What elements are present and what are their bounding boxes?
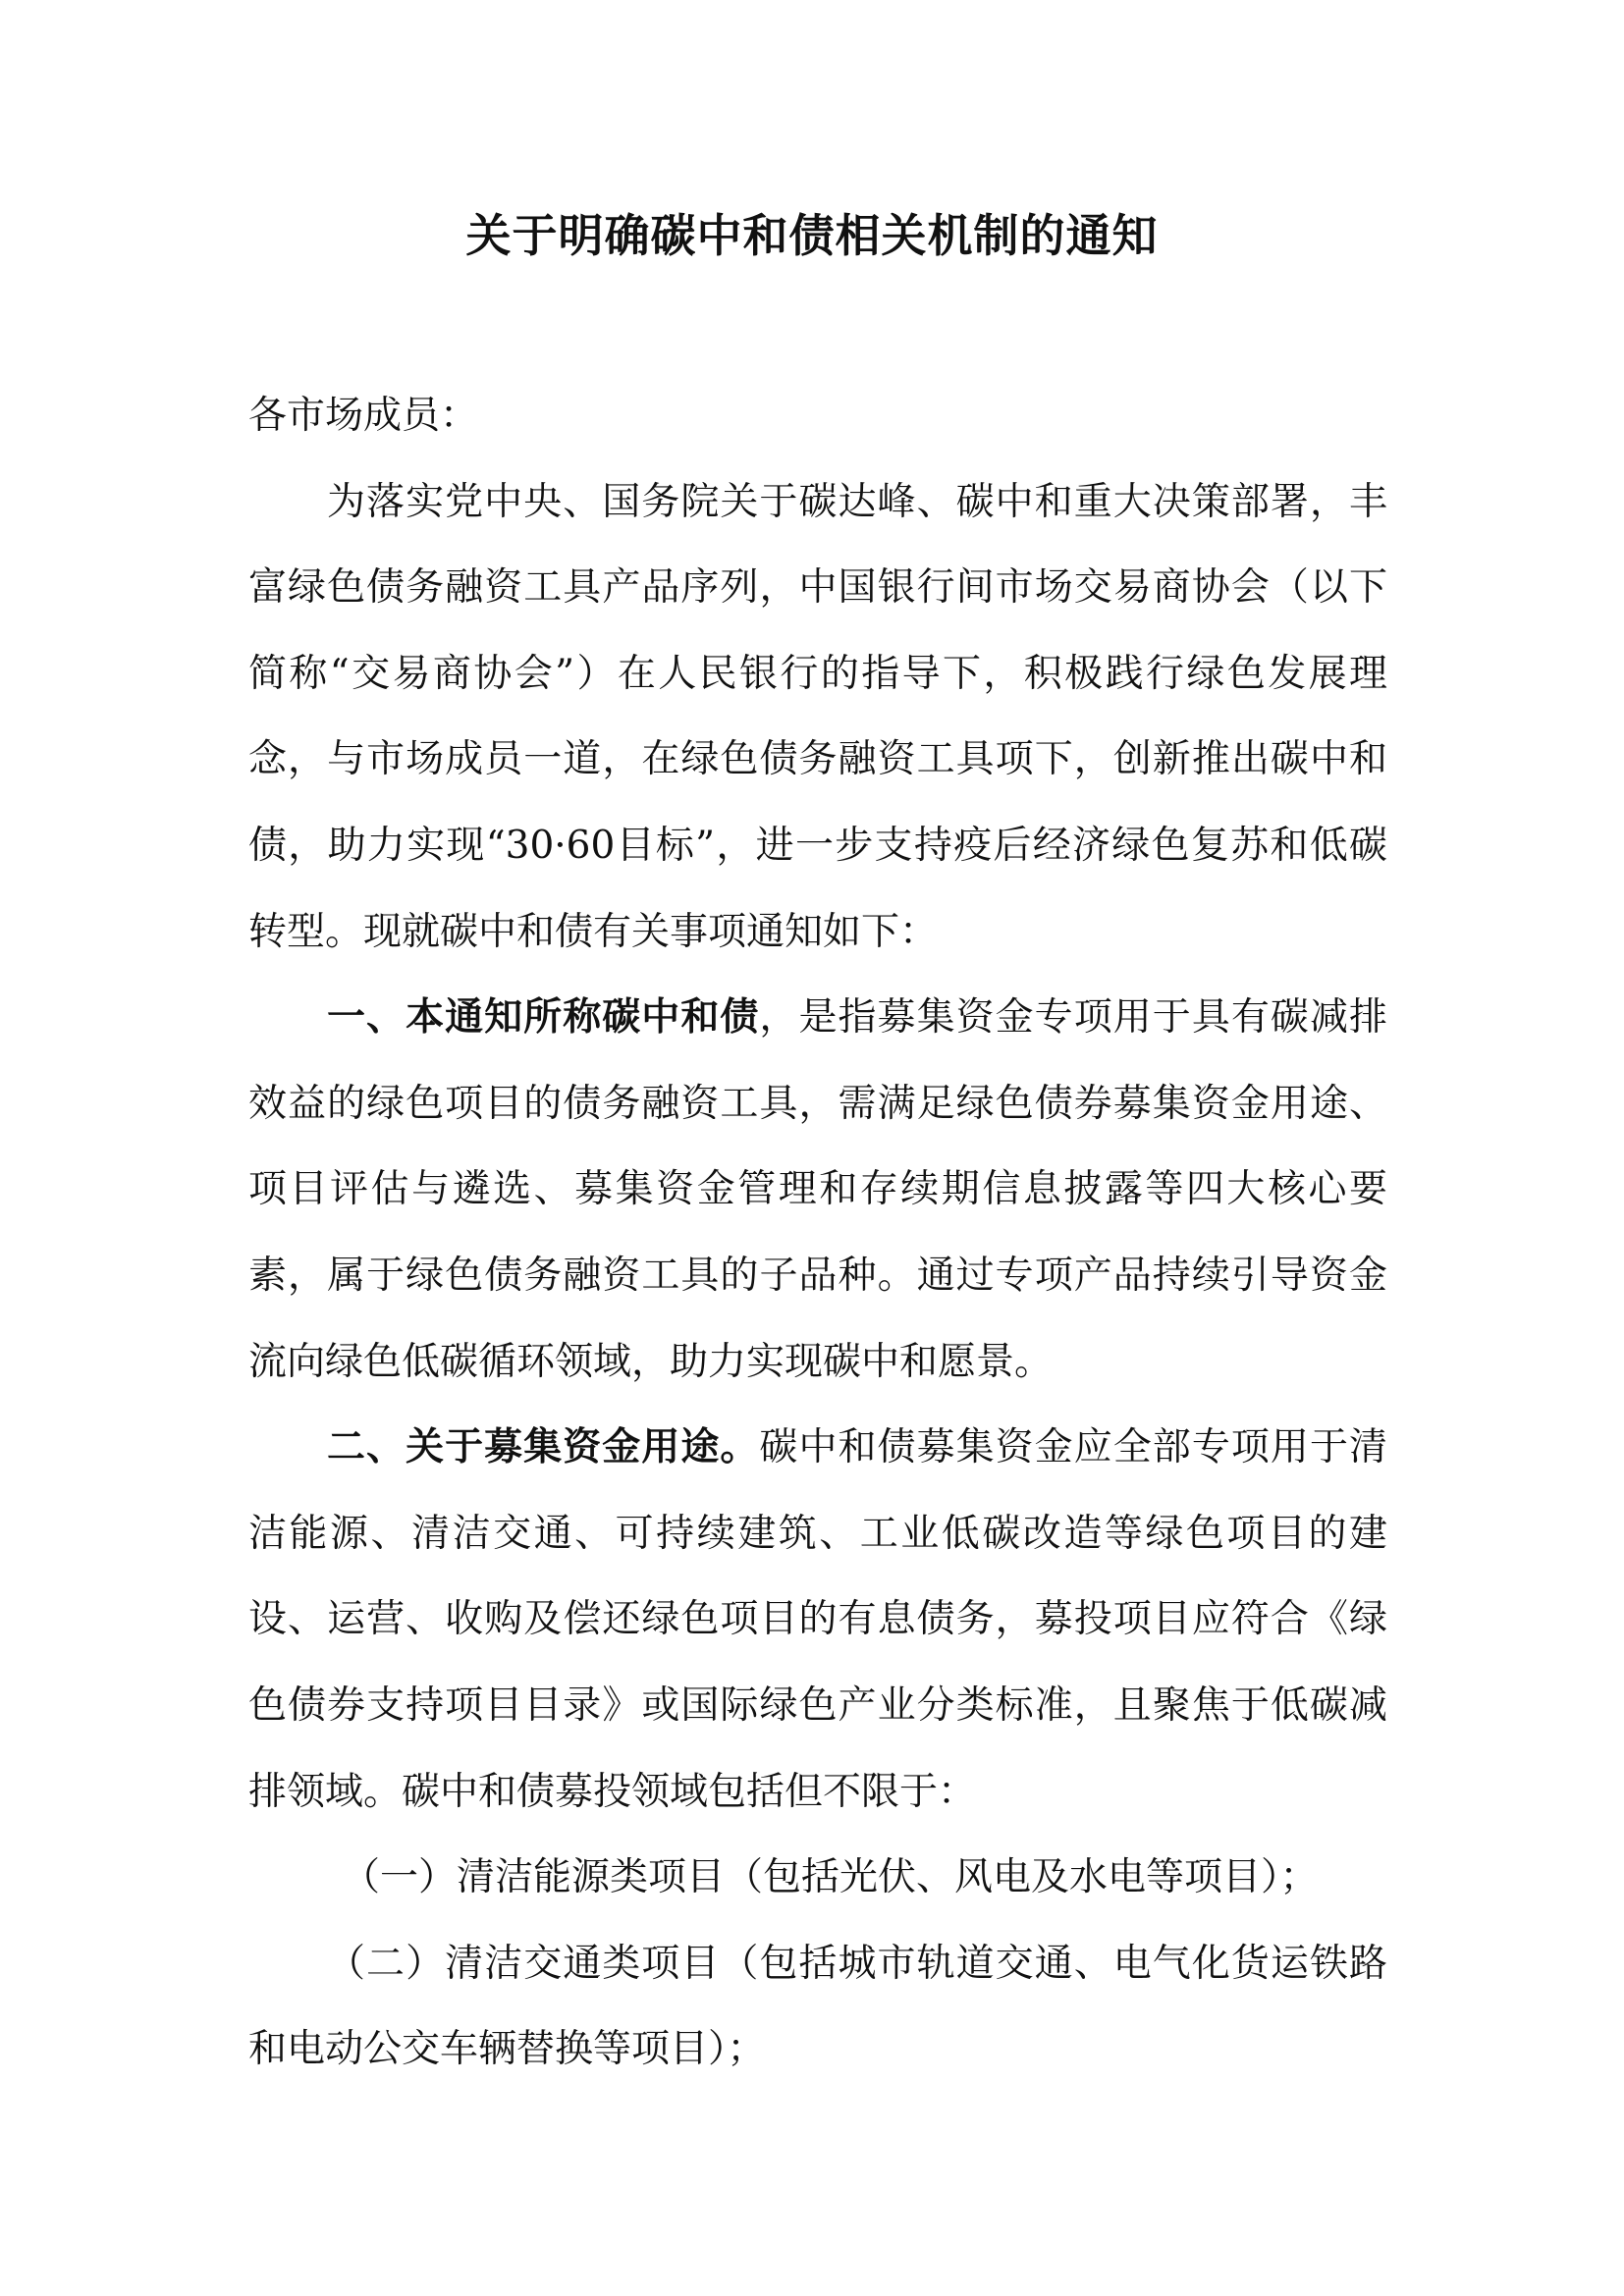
document-title: 关于明确碳中和债相关机制的通知: [465, 209, 1159, 262]
paragraph-text: ，是指募集资金专项用于具有碳减排效益的绿色项目的债务融资工具，需满足绿色债券募集资金用途、项目评估与遴选、募集资金管理和存续期信息披露等四大核心要素，属于绿色债务融资工具的子品种。通过专项产品持续引导资金流向绿色低碳循环领域，助力实现碳中和愿景。: [248, 995, 1387, 1384]
section-heading: 一、本通知所称碳中和债: [327, 994, 760, 1041]
paragraph-intro: [248, 459, 1387, 976]
paragraph-section-1: [248, 975, 1387, 1405]
paragraph-text: 为落实党中央、国务院关于碳达峰、碳中和重大决策部署，丰富绿色债务融资工具产品序列，中国银行间市场交易商协会（以下简称“交易商协会”）在人民银行的指导下，积极践行绿色发展理念，与市场成员一道，在绿色债务融资工具项下，创新推出碳中和债，助力实现“30·60目标”，进一步支持疫后经济绿色复苏和低碳转型。现就碳中和债有关事项通知如下：: [248, 479, 1387, 954]
salutation: 各市场成员：: [248, 394, 479, 438]
paragraph-text: 碳中和债募集资金应全部专项用于清洁能源、清洁交通、可持续建筑、工业低碳改造等绿色项目的建设、运营、收购及偿还绿色项目的有息债务，募投项目应符合《绿色债券支持项目目录》或国际绿色产业分类标准，且聚焦于低碳减排领域。碳中和债募投领域包括但不限于：: [248, 1425, 1387, 1814]
list-item: （一）清洁能源类项目（包括光伏、风电及水电等项目）；: [342, 1855, 1319, 1900]
paragraph-section-2: [248, 1405, 1387, 1835]
document-body: [248, 373, 1387, 2093]
list-item: （二）清洁交通类项目（包括城市轨道交通、电气化货运铁路和电动公交车辆替换等项目）；: [248, 1941, 1387, 2072]
section-heading: 二、关于募集资金用途。: [327, 1424, 760, 1470]
